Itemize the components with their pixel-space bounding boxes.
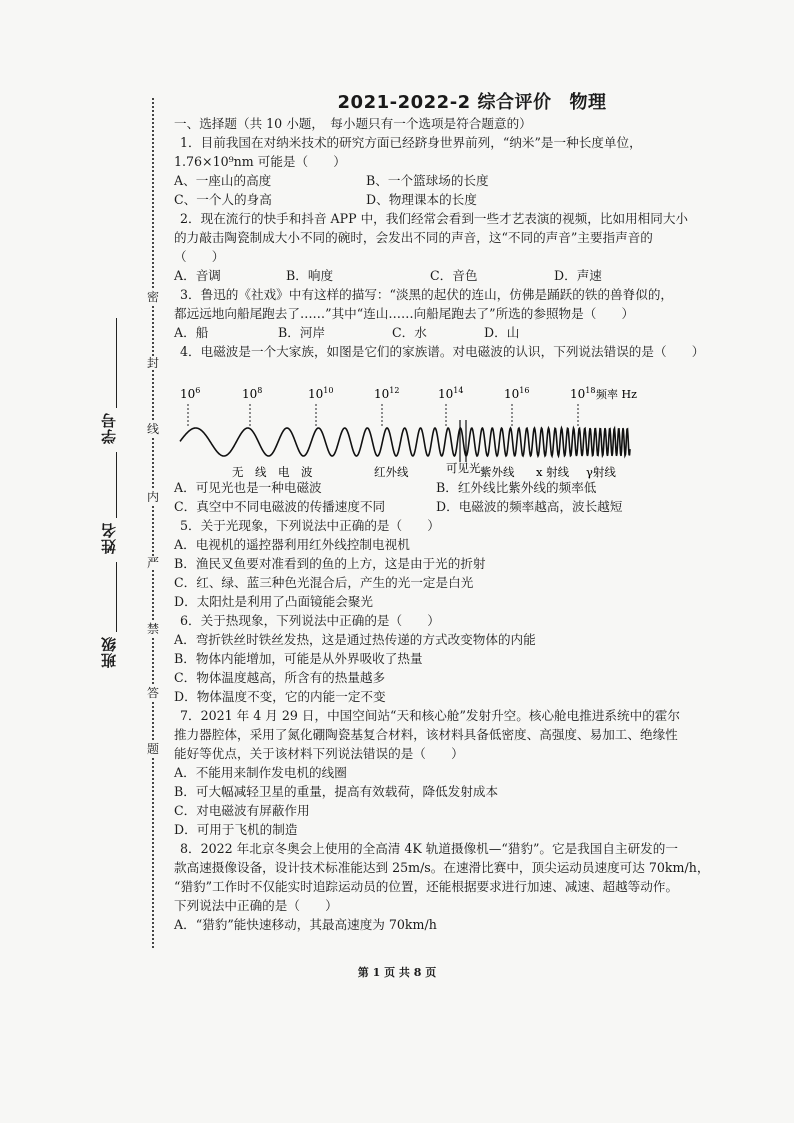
freq-tick: $10^{18}$	[570, 386, 596, 401]
question-stem: （ ）	[174, 249, 225, 264]
option-a[interactable]: A、一座山的高度	[174, 173, 272, 188]
option-d[interactable]: D．山	[484, 325, 520, 340]
question-stem: 1．目前我国在对纳米技术的研究方面已经跻身世界前列，“纳米”是一种长度单位，	[180, 135, 642, 150]
binding-dotted-line	[152, 98, 154, 948]
freq-tick: $10^{12}$	[374, 386, 400, 401]
option-b[interactable]: B．河岸	[278, 325, 326, 340]
band-label-xray: x 射线	[536, 465, 570, 479]
band-label-infrared: 红外线	[374, 465, 409, 479]
freq-tick: $10^{16}$	[504, 386, 530, 401]
option-a[interactable]: A．弯折铁丝时铁丝发热，这是通过热传递的方式改变物体的内能	[174, 632, 536, 647]
option-row	[174, 171, 704, 190]
question-content	[174, 114, 710, 934]
band-labels	[232, 461, 616, 479]
question-3	[174, 285, 704, 342]
option-c[interactable]: C．对电磁波有屏蔽作用	[174, 803, 310, 818]
freq-tick: $10^8$	[242, 386, 263, 401]
wave-curve	[180, 428, 630, 456]
band-label-gamma: γ射线	[586, 465, 616, 479]
question-stem: 4．电磁波是一个大家族，如图是它们的家族谱。对电磁波的认识，下列说法错误的是（ ）	[180, 344, 705, 359]
option-a[interactable]: A．船	[174, 325, 209, 340]
question-stem: 能好等优点，关于该材料下列说法错误的是（ ）	[174, 746, 464, 761]
question-stem: 3．鲁迅的《社戏》中有这样的描写：“淡黑的起伏的连山，仿佛是踊跃的铁的兽脊似的，	[180, 287, 674, 302]
option-a[interactable]: A．不能用来制作发电机的线圈	[174, 765, 347, 780]
question-stem: 都远远地向船尾跑去了……”其中“连山……向船尾跑去了”所选的参照物是（ ）	[174, 306, 635, 321]
freq-tick: $10^6$	[180, 386, 201, 401]
option-b[interactable]: B、一个篮球场的长度	[366, 173, 489, 188]
page-footer: 第 1 页 共 8 页	[357, 966, 437, 979]
student-id-label: 学号	[100, 412, 118, 444]
option-d[interactable]: D．电磁波的频率越高，波长越短	[436, 499, 623, 514]
freq-tick: $10^{14}$	[438, 386, 464, 401]
seal-char: 答	[146, 686, 159, 700]
seal-char: 内	[146, 490, 159, 504]
seal-char: 禁	[146, 622, 159, 636]
option-b[interactable]: B．红外线比紫外线的频率低	[436, 480, 597, 495]
question-1	[174, 133, 704, 209]
band-label-radio: 无 线 电 波	[232, 465, 313, 479]
option-a[interactable]: A．电视机的遥控器利用红外线控制电视机	[174, 537, 410, 552]
question-stem: 款高速摄像设备，设计技术标准能达到 25m/s。在速滑比赛中，顶尖运动员速度可达 70km/h，	[174, 860, 710, 875]
em-spectrum-figure	[174, 384, 674, 484]
option-d[interactable]: D．声速	[554, 268, 602, 283]
option-c[interactable]: C．红、绿、蓝三种色光混合后，产生的光一定是白光	[174, 575, 474, 590]
option-a[interactable]: A．音调	[174, 268, 221, 283]
option-a[interactable]: A．“猎豹”能快速移动，其最高速度为 70km/h	[174, 917, 437, 932]
question-stem: 下列说法中正确的是（ ）	[174, 898, 338, 913]
class-line[interactable]	[116, 562, 117, 632]
option-c[interactable]: C、一个人的身高	[174, 192, 272, 207]
student-id-line[interactable]	[116, 318, 117, 408]
option-b[interactable]: B．响度	[286, 268, 334, 283]
question-stem: 7．2021 年 4 月 29 日，中国空间站“天和核心舱”发射升空。核心舱电推进系统中的霍尔	[180, 708, 680, 723]
name-label: 姓名	[100, 522, 118, 554]
question-6	[174, 611, 704, 706]
tick-guides	[188, 404, 578, 428]
band-label-visible: 可见光	[446, 461, 481, 475]
option-d[interactable]: D．物体温度不变，它的内能一定不变	[174, 689, 386, 704]
option-row	[174, 266, 704, 285]
question-8	[174, 839, 710, 934]
option-row	[174, 190, 704, 209]
question-stem: 的力敲击陶瓷制成大小不同的碗时，会发出不同的声音，这“不同的声音”主要指声音的	[174, 230, 653, 245]
seal-char: 封	[146, 356, 159, 370]
question-2	[174, 209, 704, 285]
option-c[interactable]: C．物体温度越高，所含有的热量越多	[174, 670, 386, 685]
name-line[interactable]	[116, 452, 117, 518]
band-label-ultraviolet: 紫外线	[480, 465, 515, 479]
seal-char: 严	[146, 556, 159, 570]
class-label: 班级	[100, 636, 118, 668]
seal-char: 题	[146, 742, 159, 756]
question-5	[174, 516, 704, 611]
freq-unit-label: 频率 Hz	[596, 388, 637, 401]
option-c[interactable]: C．真空中不同电磁波的传播速度不同	[174, 499, 386, 514]
question-stem: 6．关于热现象，下列说法中正确的是（ ）	[180, 613, 440, 628]
option-d[interactable]: D．太阳灶是利用了凸面镜能会聚光	[174, 594, 374, 609]
question-stem: “猎豹”工作时不仅能实时追踪运动员的位置，还能根据要求进行加速、减速、超越等动作。	[174, 879, 679, 894]
seal-char: 密	[146, 290, 159, 304]
option-b[interactable]: B．可大幅减轻卫星的重量，提高有效载荷，降低发射成本	[174, 784, 499, 799]
option-d[interactable]: D、物理课本的长度	[366, 192, 477, 207]
option-row	[174, 323, 704, 342]
option-row	[174, 497, 704, 516]
question-stem: 1.76×10⁹nm 可能是（ ）	[174, 154, 346, 169]
question-7	[174, 706, 704, 839]
option-b[interactable]: B．物体内能增加，可能是从外界吸收了热量	[174, 651, 423, 666]
option-d[interactable]: D．可用于飞机的制造	[174, 822, 298, 837]
option-c[interactable]: C．音色	[430, 268, 478, 283]
question-stem: 2．现在流行的快手和抖音 APP 中，我们经常会看到一些才艺表演的视频，比如用相同大小	[180, 211, 689, 226]
option-a[interactable]: A．可见光也是一种电磁波	[174, 480, 322, 495]
option-b[interactable]: B．渔民叉鱼要对准看到的鱼的上方，这是由于光的折射	[174, 556, 486, 571]
title-exam: 2021-2022-2 综合评价	[337, 92, 552, 113]
frequency-labels	[180, 386, 637, 401]
question-stem: 推力器腔体，采用了氮化硼陶瓷基复合材料，该材料具备低密度、高强度、易加工、绝缘性	[174, 727, 678, 742]
question-stem: 5．关于光现象，下列说法中正确的是（ ）	[180, 518, 440, 533]
seal-char: 线	[146, 422, 159, 436]
question-stem: 8．2022 年北京冬奥会上使用的全高清 4K 轨道摄像机—“猎豹”。它是我国自主研发的一	[180, 841, 678, 856]
freq-tick: $10^{10}$	[308, 386, 334, 401]
section-heading: 一、选择题（共 10 小题， 每小题只有一个选项是符合题意的）	[174, 116, 532, 131]
option-c[interactable]: C．水	[392, 325, 427, 340]
title-subject: 物理	[569, 92, 607, 113]
page-title	[170, 88, 774, 114]
